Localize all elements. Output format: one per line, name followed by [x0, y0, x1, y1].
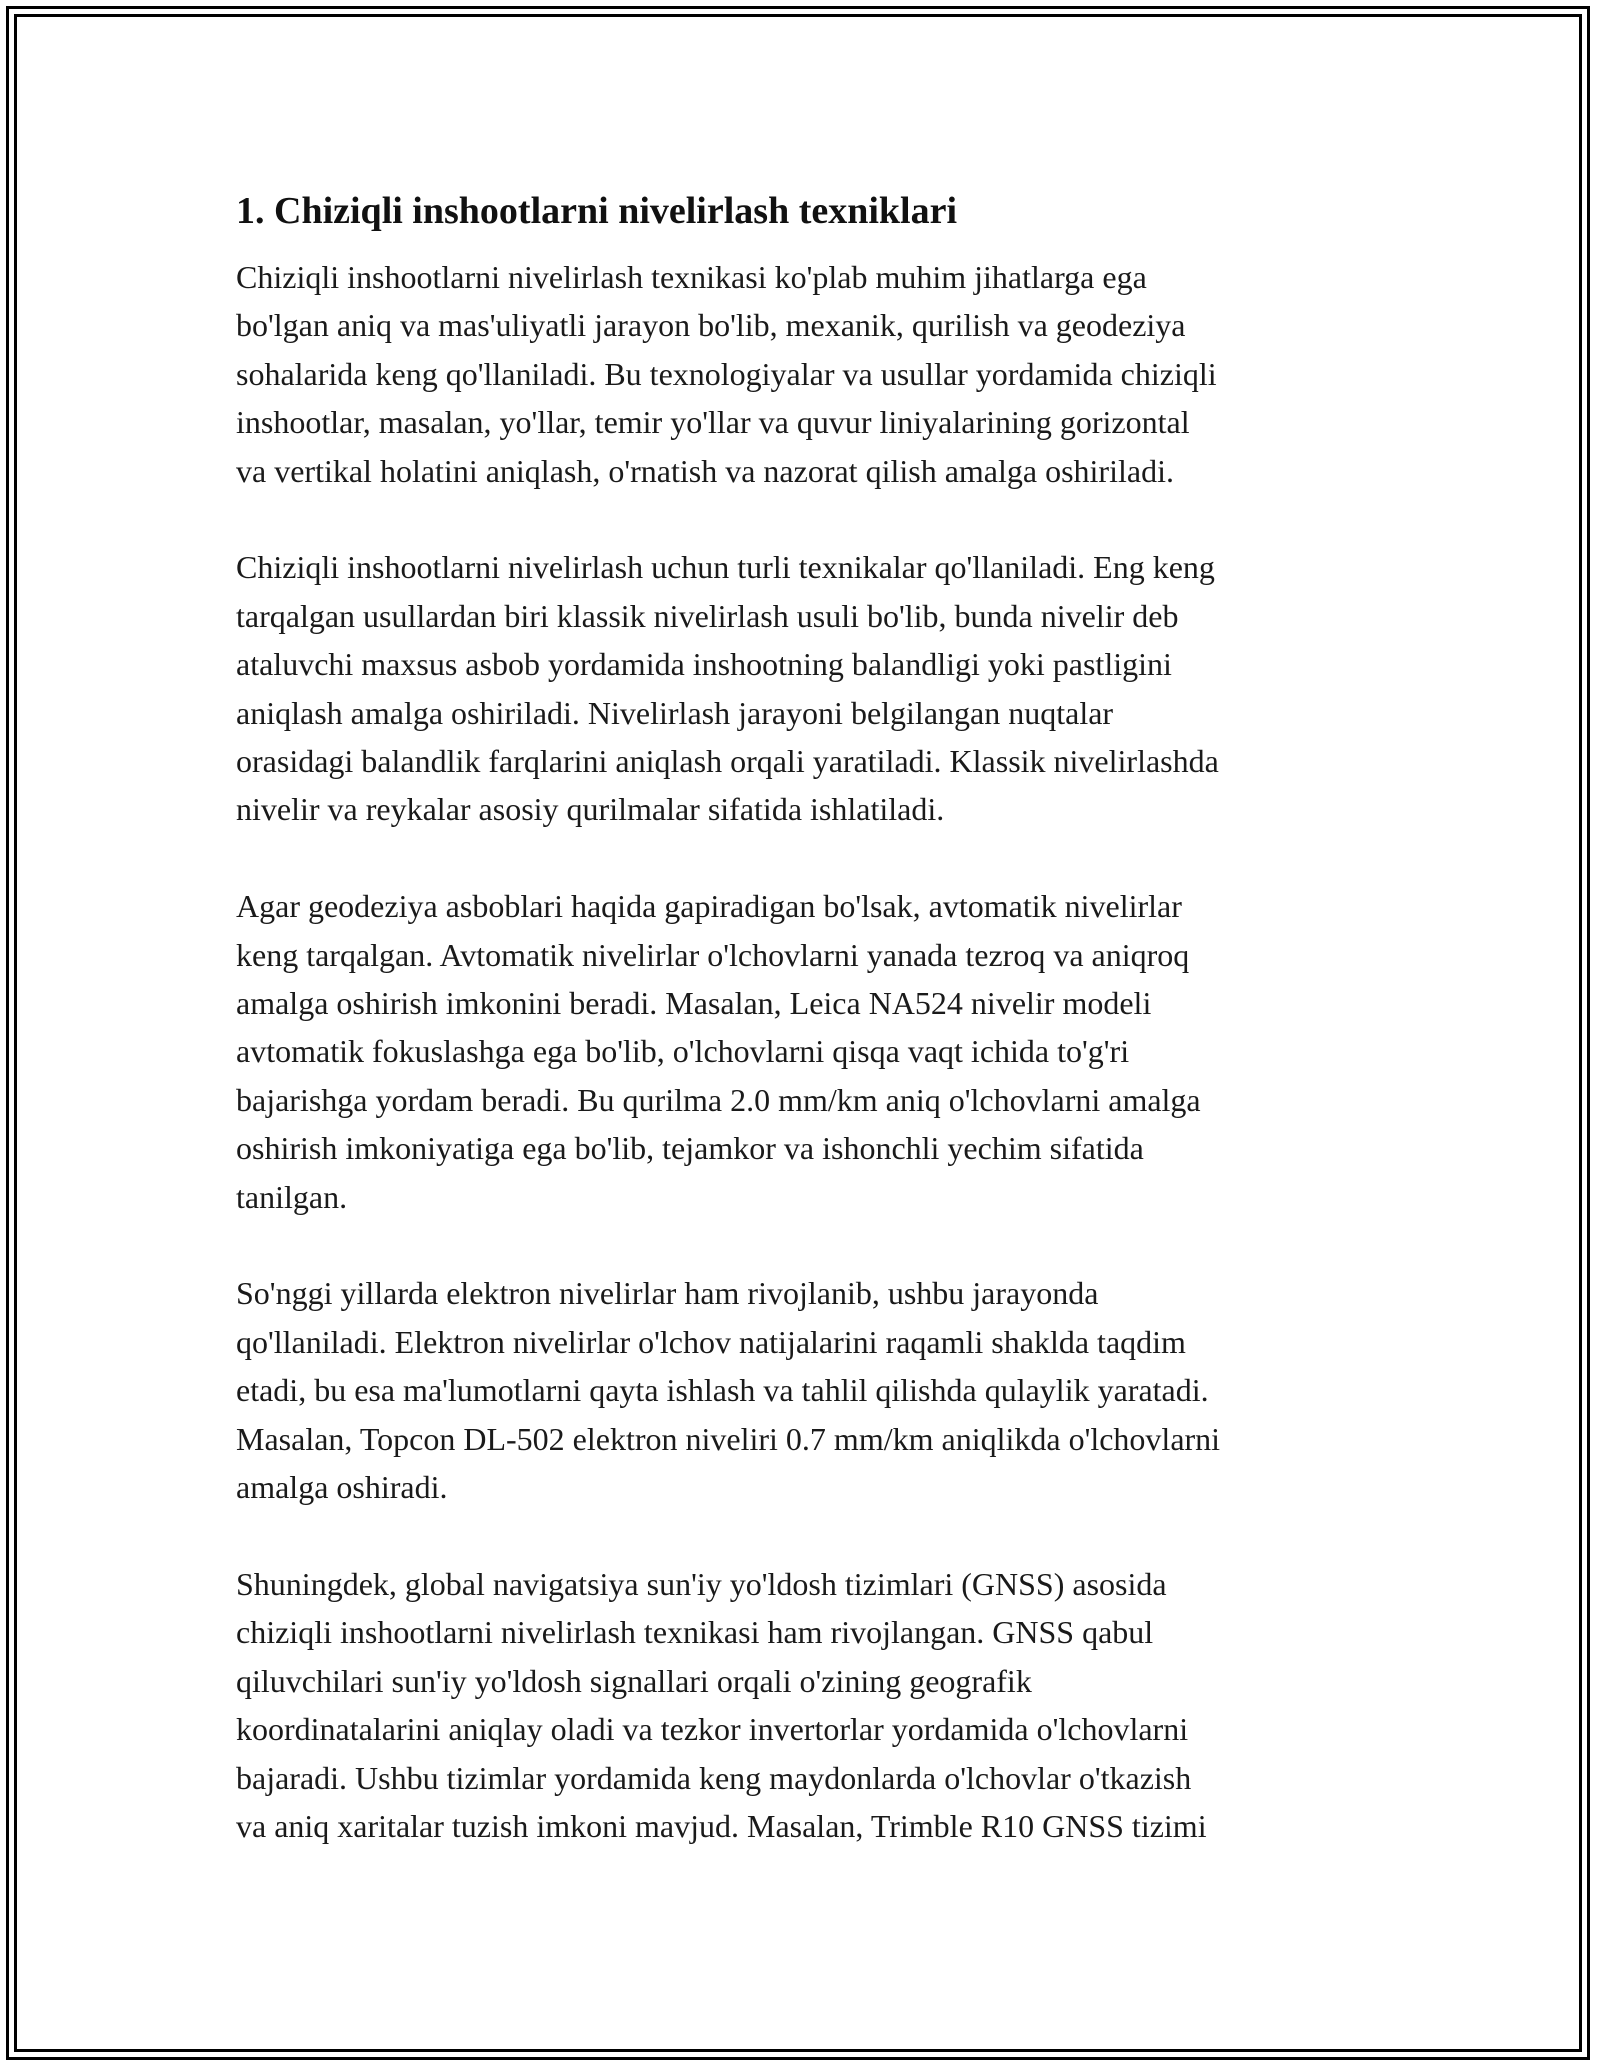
document-body — [236, 185, 1386, 1899]
paragraph-electronic-levels: So'nggi yillarda elektron nivelirlar ham rivojlanib, ushbu jarayonda qo'llaniladi. Elektron nivelirlar o'lchov natijalarini raqamli shaklda taqdim etadi, bu esa ma'lumotlarni qayta ishlash va tahlil qilishda qulaylik yaratadi. Masalan, Topcon DL-502 elektron niveliri 0.7 mm/km aniqlikda o'lchovlarni amalga oshiradi. — [236, 1275, 1221, 1506]
paragraph-gnss: Shuningdek, global navigatsiya sun'iy yo'ldosh tizimlari (GNSS) asosida chiziqli inshootlarni nivelirlash texnikasi ham rivojlangan. GNSS qabul qiluvchilari sun'iy yo'ldosh signallari orqali o'zining geografik koordinatalarini aniqlay oladi va tezkor invertorlar yordamida o'lchovlarni bajaradi. Ushbu tizimlar yordamida keng maydonlarda o'lchovlar o'tkazish va aniq xaritalar tuzish imkoni mavjud. Masalan, Trimble R10 GNSS tizimi — [236, 1565, 1207, 1844]
paragraph-automatic-levels: Agar geodeziya asboblari haqida gapiradigan bo'lsak, avtomatik nivelirlar keng tarqalgan. Avtomatik nivelirlar o'lchovlarni yanada tezroq va aniqroq amalga oshirish imkonini beradi. Masalan, Leica NA524 nivelir modeli avtomatik fokuslashga ega bo'lib, o'lchovlarni qisqa vaqt ichida to'g'ri bajarishga yordam beradi. Bu qurilma 2.0 mm/km aniq o'lchovlarni amalga oshirish imkoniyatiga ega bo'lib, tejamkor va ishonchli yechim sifatida tanilgan. — [236, 888, 1201, 1215]
paragraph-classic-leveling: Chiziqli inshootlarni nivelirlash uchun turli texnikalar qo'llaniladi. Eng keng tarqalgan usullardan biri klassik nivelirlash usuli bo'lib, bunda nivelir deb ataluvchi maxsus asbob yordamida inshootning balandligi yoki pastligini aniqlash amalga oshiriladi. Nivelirlash jarayoni belgilangan nuqtalar orasidagi balandlik farqlarini aniqlash orqali yaratiladi. Klassik nivelirlashda nivelir va reykalar asosiy qurilmalar sifatida ishlatiladi. — [236, 549, 1219, 828]
paragraph-intro: Chiziqli inshootlarni nivelirlash texnikasi ko'plab muhim jihatlarga ega bo'lgan aniq va mas'uliyatli jarayon bo'lib, mexanik, qurilish va geodeziya sohalarida keng qo'llaniladi. Bu texnologiyalar va usullar yordamida chiziqli inshootlar, masalan, yo'llar, temir yo'llar va quvur liniyalarining gorizontal va vertikal holatini aniqlash, o'rnatish va nazorat qilish amalga oshiriladi. — [236, 259, 1217, 489]
section-heading: 1. Chiziqli inshootlarni nivelirlash texniklari — [236, 190, 958, 232]
